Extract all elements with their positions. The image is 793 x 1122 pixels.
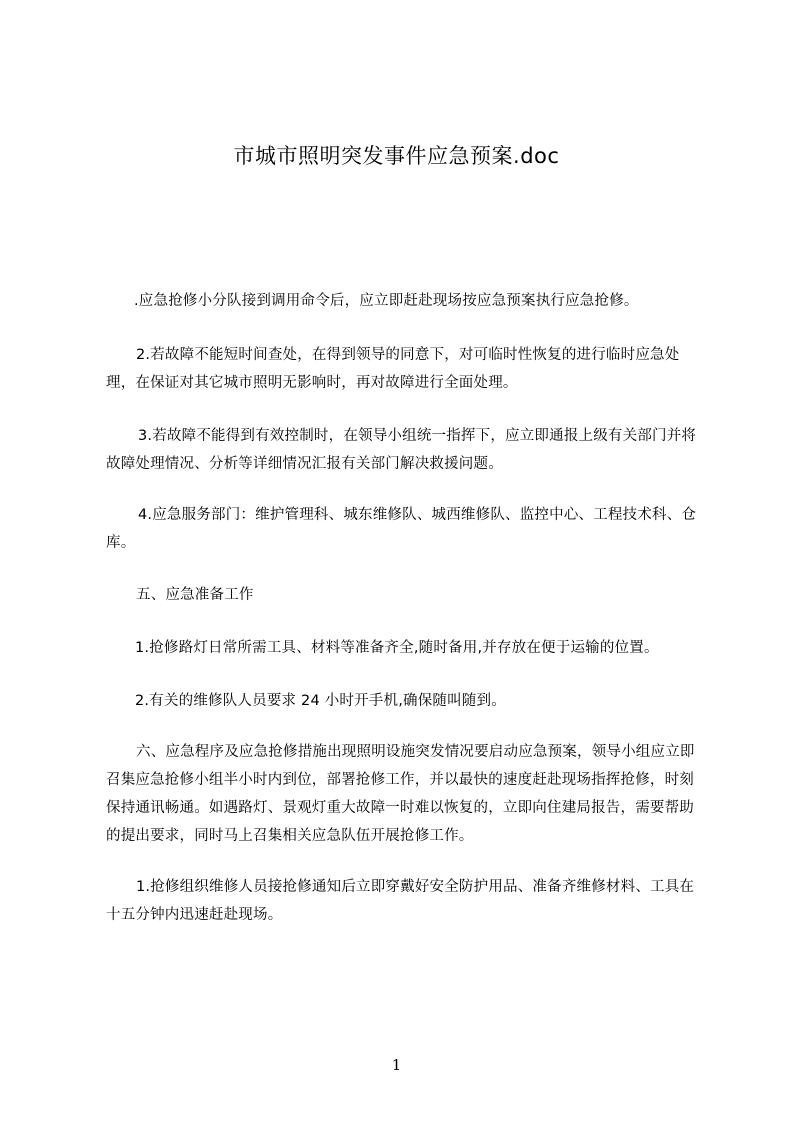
paragraph-emergency-procedure: 六、应急程序及应急抢修措施出现照明设施突发情况要启动应急预案，领导小组应立即召集应急抢修小组半小时内到位，部署抢修工作，并以最快的速度赶赴现场指挥抢修，时刻保持通讯畅通。如遇路灯、景观灯重大故障一时难以恢复的，立即向住建局报告，需要帮助的提出要求，同时马上召集相关应急队伍开展抢修工作。 <box>106 744 695 844</box>
paragraph-emergency-team-dispatch: .应急抢修小分队接到调用命令后，应立即赶赴现场按应急预案执行应急抢修。 <box>134 293 639 309</box>
paragraph-tools-materials: 1.抢修路灯日常所需工具、材料等准备齐全,随时备用,并存放在便于运输的位置。 <box>135 640 659 656</box>
paragraph-repair-organization: 1.抢修组织维修人员接抢修通知后立即穿戴好安全防护用品、准备齐维修材料、工具在十五分钟内迅速赶赴现场。 <box>106 879 695 923</box>
paragraph-temporary-handling: 2.若故障不能短时间查处，在得到领导的同意下，对可临时性恢复的进行临时应急处理，在保证对其它城市照明无影响时，再对故障进行全面处理。 <box>106 347 680 391</box>
paragraph-escalation: 3.若故障不能得到有效控制时，在领导小组统一指挥下，应立即通报上级有关部门并将故障处理情况、分析等详细情况汇报有关部门解决救援问题。 <box>106 428 697 472</box>
section-heading-preparation: 五、应急准备工作 <box>136 587 254 603</box>
paragraph-phone-availability: 2.有关的维修队人员要求 24 小时开手机,确保随叫随到。 <box>135 693 506 709</box>
page-title: 市城市照明突发事件应急预案.doc <box>233 144 560 168</box>
page-number: 1 <box>391 1056 402 1074</box>
paragraph-service-departments: 4.应急服务部门：维护管理科、城东维修队、城西维修队、监控中心、工程技术科、仓库。 <box>106 507 697 551</box>
